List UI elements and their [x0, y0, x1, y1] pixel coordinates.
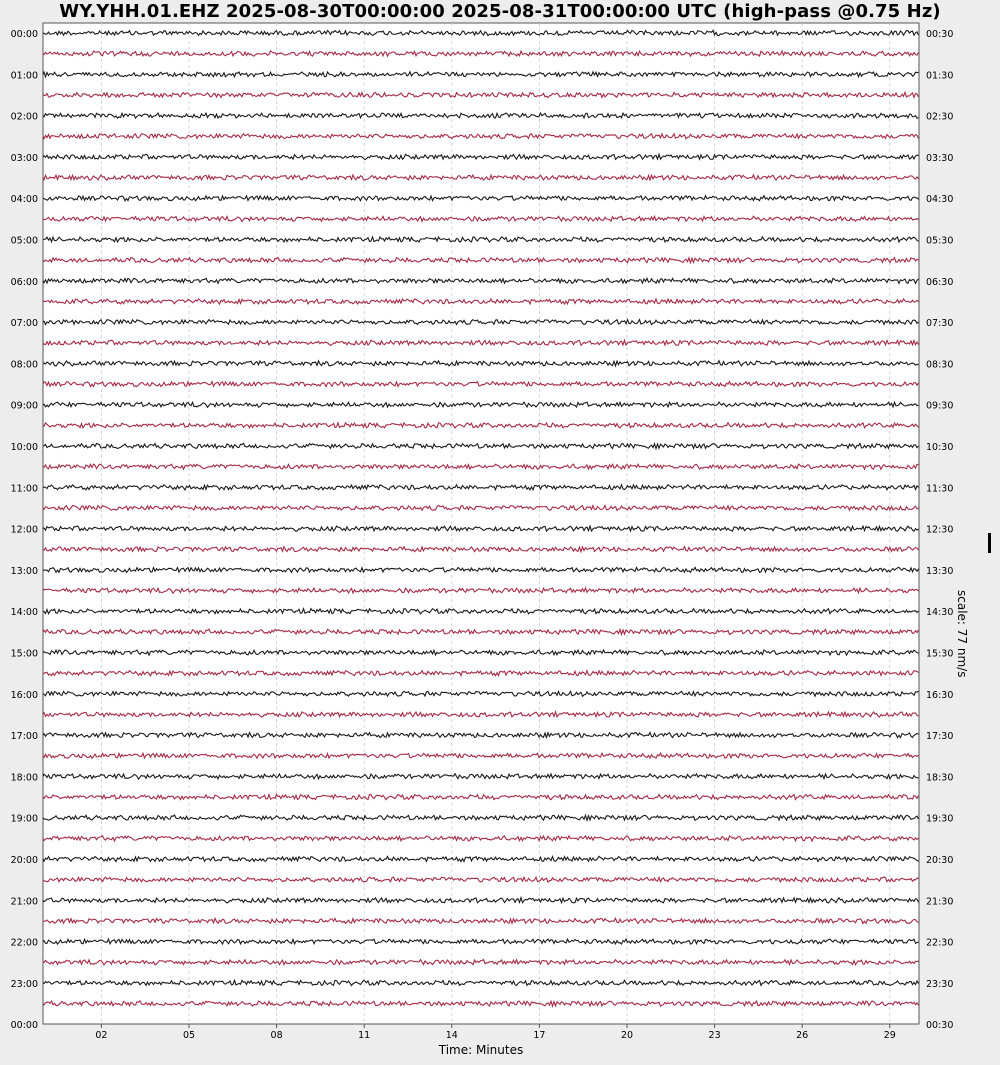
left-time-label: 15:00 — [10, 648, 38, 660]
right-time-label: 08:30 — [926, 359, 954, 371]
right-time-label: 11:30 — [926, 483, 954, 495]
left-time-label: 13:00 — [10, 565, 38, 577]
right-time-label: 05:30 — [926, 235, 954, 247]
x-tick-label: 17 — [533, 1030, 546, 1041]
x-tick-label: 26 — [796, 1030, 809, 1041]
left-time-label: 03:00 — [10, 152, 38, 164]
left-time-label: 08:00 — [10, 359, 38, 371]
right-time-label: 03:30 — [926, 152, 954, 164]
left-time-label: 01:00 — [10, 70, 38, 82]
left-time-label: 22:00 — [10, 937, 38, 949]
plot-area — [43, 23, 919, 1024]
scale-label: scale: 77 nm/s — [955, 590, 969, 678]
right-time-label: 22:30 — [926, 937, 954, 949]
x-tick-label: 20 — [620, 1030, 634, 1041]
x-tick-label: 11 — [358, 1030, 371, 1041]
right-time-label: 01:30 — [926, 70, 954, 82]
left-time-label: 16:00 — [10, 689, 38, 701]
x-tick-label: 02 — [95, 1030, 108, 1041]
x-tick-label: 14 — [445, 1030, 458, 1041]
right-time-label: 10:30 — [926, 442, 954, 453]
left-time-label: 09:00 — [10, 400, 38, 412]
left-time-label: 20:00 — [10, 855, 38, 866]
chart-title: WY.YHH.01.EHZ 2025-08-30T00:00:00 2025-08-31T00:00:00 UTC (high-pass @0.75 Hz) — [59, 1, 941, 22]
right-time-label: 15:30 — [926, 648, 954, 660]
right-time-label: 23:30 — [926, 978, 954, 990]
left-time-label: 05:00 — [10, 235, 38, 247]
right-time-label: 17:30 — [926, 731, 954, 743]
right-time-label: 20:30 — [926, 855, 954, 866]
left-time-label: 23:00 — [10, 978, 38, 990]
left-time-label: 19:00 — [10, 813, 38, 825]
right-time-label: 09:30 — [926, 400, 954, 412]
left-time-label: 17:00 — [10, 731, 38, 743]
left-time-label: 21:00 — [10, 896, 38, 908]
right-time-label: 13:30 — [926, 565, 954, 577]
left-time-label: 00:00 — [10, 29, 38, 40]
x-tick-label: 05 — [182, 1030, 196, 1041]
left-time-label: 12:00 — [10, 524, 38, 536]
right-time-label: 16:30 — [926, 689, 954, 701]
right-time-label: 12:30 — [926, 524, 954, 536]
x-tick-label: 08 — [270, 1030, 283, 1041]
right-time-label: 14:30 — [926, 607, 954, 619]
right-time-label: 04:30 — [926, 194, 954, 206]
left-time-label: 14:00 — [10, 607, 38, 619]
right-time-label: 18:30 — [926, 772, 954, 784]
scale-bar — [988, 533, 991, 553]
left-time-label: 02:00 — [10, 111, 38, 123]
left-time-label: 10:00 — [10, 442, 38, 453]
x-tick-label: 29 — [883, 1030, 896, 1041]
left-time-label: 18:00 — [10, 772, 38, 784]
right-time-label: 02:30 — [926, 111, 954, 123]
left-time-label: 07:00 — [10, 318, 38, 330]
right-time-label: 06:30 — [926, 276, 954, 288]
left-time-label: 04:00 — [10, 194, 38, 206]
right-time-label: 19:30 — [926, 813, 954, 825]
left-time-label: 06:00 — [10, 276, 38, 288]
left-time-label: 11:00 — [10, 483, 38, 495]
right-time-label: 00:30 — [926, 1020, 954, 1032]
x-axis-label: Time: Minutes — [438, 1043, 524, 1057]
left-time-label: 00:00 — [10, 1020, 38, 1032]
right-time-label: 21:30 — [926, 896, 954, 908]
right-time-label: 00:30 — [926, 29, 954, 40]
right-time-label: 07:30 — [926, 318, 954, 330]
x-tick-label: 23 — [708, 1030, 721, 1041]
